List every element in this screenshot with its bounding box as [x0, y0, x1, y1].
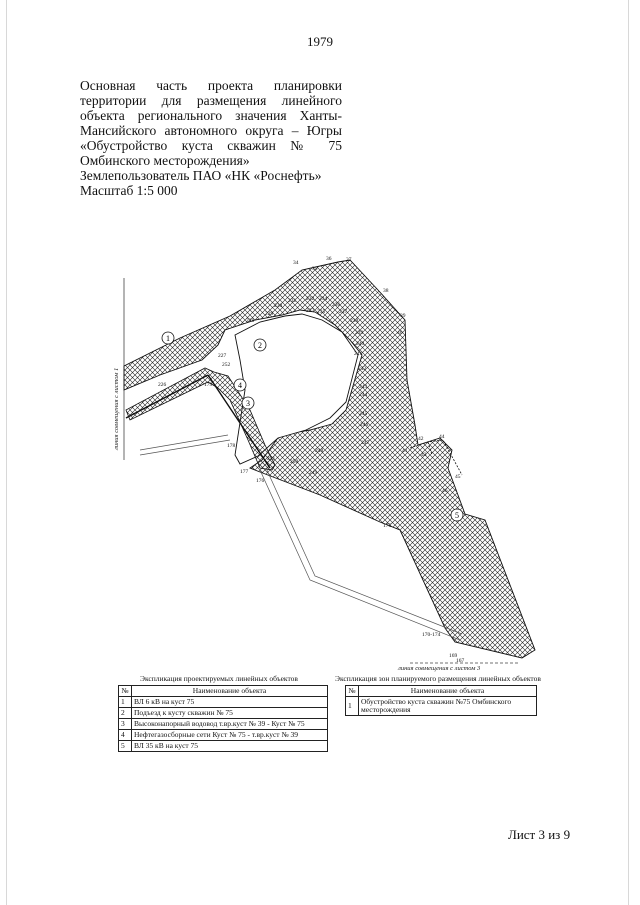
- table-row: 3 Высоконапорный водовод т.вр.куст № 39 - Куст № 75: [119, 719, 328, 730]
- svg-text:244: 244: [359, 392, 368, 398]
- svg-text:230: 230: [274, 303, 283, 309]
- svg-text:228: 228: [246, 318, 255, 324]
- col-name: Наименование объекта: [132, 686, 328, 697]
- svg-text:251: 251: [267, 456, 276, 462]
- svg-text:170-174: 170-174: [422, 632, 441, 638]
- sheet-junction-label-bottom: линия совмещения с листом 3: [398, 665, 481, 672]
- svg-text:234: 234: [319, 296, 328, 302]
- svg-text:248: 248: [315, 448, 324, 454]
- svg-text:1: 1: [166, 334, 170, 343]
- planning-map: [110, 250, 540, 680]
- svg-text:36: 36: [326, 256, 332, 262]
- header-line-6: Омбинского месторождения»: [80, 153, 250, 168]
- header-line-1: Основная часть проекта планировки: [80, 78, 342, 93]
- svg-text:237: 237: [339, 309, 348, 315]
- svg-text:241: 241: [354, 351, 363, 357]
- right-margin-line: [628, 0, 629, 905]
- svg-text:240: 240: [356, 341, 365, 347]
- header-line-5: «Обустройство куста скважин № 75: [80, 138, 342, 153]
- svg-text:236: 236: [332, 302, 341, 308]
- svg-text:41: 41: [402, 448, 408, 454]
- legend-zone-header: [346, 686, 537, 697]
- legend-linear-header: [119, 686, 328, 697]
- document-header: [80, 78, 342, 198]
- svg-text:45: 45: [455, 474, 461, 480]
- svg-text:38: 38: [383, 288, 389, 294]
- svg-text:37: 37: [346, 257, 352, 263]
- object-circle-5: [451, 509, 463, 521]
- svg-text:232: 232: [306, 296, 315, 302]
- header-line-3: объекта регионального значения Ханты-: [80, 108, 342, 123]
- svg-text:235: 235: [317, 309, 326, 315]
- header-line-2: территории для размещения линейного: [80, 93, 342, 108]
- svg-text:5: 5: [455, 511, 459, 520]
- table-row: 4 Нефтегазосборные сети Куст № 75 - т.вр.куст № 39: [119, 730, 328, 741]
- svg-text:177: 177: [240, 469, 249, 475]
- table-row: 1 ВЛ 6 кВ на куст 75: [119, 697, 328, 708]
- svg-text:2: 2: [258, 341, 262, 350]
- svg-text:233: 233: [306, 308, 315, 314]
- sheet-junction-label-left: линия совмещения с листом 1: [113, 367, 120, 450]
- svg-text:175: 175: [383, 523, 392, 529]
- land-user: Землепользователь ПАО «НК «Роснефть»: [80, 168, 322, 183]
- svg-text:40: 40: [397, 330, 403, 336]
- svg-text:249: 249: [309, 470, 318, 476]
- svg-text:35: 35: [312, 266, 318, 272]
- col-num: №: [346, 686, 359, 697]
- svg-text:39: 39: [400, 313, 406, 319]
- left-margin-line: [6, 0, 7, 905]
- legend-zone-title: Экспликация зон планируемого размещения линейных объектов: [335, 674, 541, 683]
- legend-linear-table: [118, 685, 328, 752]
- col-num: №: [119, 686, 132, 697]
- svg-text:167: 167: [456, 658, 465, 664]
- page-number: 1979: [307, 34, 333, 49]
- svg-text:34: 34: [293, 260, 299, 266]
- table-row: 2 Подъезд к кусту скважин № 75: [119, 708, 328, 719]
- svg-text:229: 229: [265, 311, 274, 317]
- svg-text:242: 242: [358, 366, 367, 372]
- svg-text:42: 42: [418, 436, 424, 442]
- svg-text:226: 226: [158, 382, 167, 388]
- svg-text:4: 4: [238, 381, 242, 390]
- svg-text:169: 169: [449, 653, 458, 659]
- col-name: Наименование объекта: [359, 686, 537, 697]
- table-row: 5 ВЛ 35 кВ на куст 75: [119, 741, 328, 752]
- svg-text:231: 231: [288, 298, 297, 304]
- legend-linear-title: Экспликация проектируемых линейных объектов: [140, 674, 298, 683]
- svg-text:178: 178: [227, 443, 236, 449]
- legend-zone-table: [345, 685, 537, 716]
- svg-text:252: 252: [222, 362, 231, 368]
- svg-text:238: 238: [350, 318, 359, 324]
- svg-text:250: 250: [290, 459, 299, 465]
- svg-text:176: 176: [256, 478, 265, 484]
- object-circle-4: [234, 379, 246, 391]
- object-circle-1: [162, 332, 174, 344]
- svg-text:246: 246: [360, 422, 369, 428]
- object-circle-2: [254, 339, 266, 351]
- planned-zone-hatched: [124, 260, 535, 658]
- header-line-4: Мансийского автономного округа – Югры: [80, 123, 342, 138]
- svg-text:43: 43: [421, 452, 427, 458]
- table-row: 1 Обустройство куста скважин №75 Омбинского месторождения: [346, 697, 537, 716]
- svg-text:179: 179: [204, 382, 213, 388]
- svg-text:46: 46: [442, 488, 448, 494]
- svg-text:247: 247: [361, 440, 370, 446]
- sheet-number: Лист 3 из 9: [508, 827, 571, 842]
- svg-text:245: 245: [359, 411, 368, 417]
- svg-text:3: 3: [246, 399, 250, 408]
- svg-text:239: 239: [355, 330, 364, 336]
- map-scale: Масштаб 1:5 000: [80, 183, 178, 198]
- svg-text:227: 227: [218, 353, 227, 359]
- object-circle-3: [242, 397, 254, 409]
- svg-text:243: 243: [359, 384, 368, 390]
- svg-text:44: 44: [439, 434, 445, 440]
